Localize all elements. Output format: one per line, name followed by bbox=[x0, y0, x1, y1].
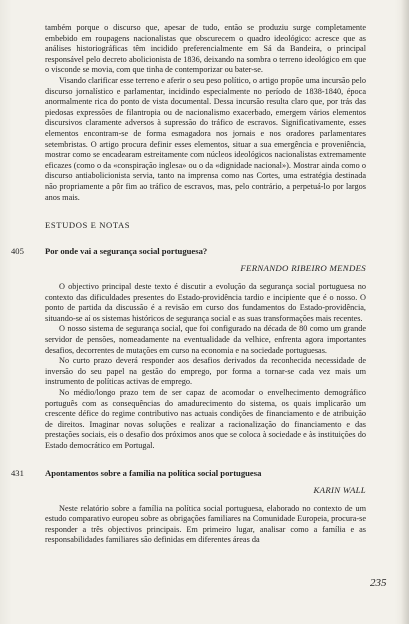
section-title: ESTUDOS E NOTAS bbox=[45, 220, 131, 231]
article-entry bbox=[11, 467, 366, 546]
entry-author: KARIN WALL bbox=[313, 484, 366, 495]
entry-paragraph: O nosso sistema de segurança social, que foi configurado na década de 80 como um grande servidor de pensões, nomeadamente na eventualidade da velhice, enfrenta agora importantes desafios, decorrentes de mutações em curso na economia e na sociedade portuguesas. bbox=[45, 324, 366, 355]
article-entry bbox=[11, 246, 366, 452]
page-edge-shadow bbox=[401, 0, 409, 624]
entry-title: Por onde vai a segurança social portuguesa? bbox=[45, 246, 208, 257]
entry-paragraph: Neste relatório sobre a família na política social portuguesa, elaborado no contexto de um estudo comparativo europeu sobre as obrigações familiares na Comunidade Europeia, procura-se responder a três objectivos principais. Em primeiro lugar, analisar como a família e as responsabilidades familiares são definidas em diferentes áreas da bbox=[45, 503, 366, 545]
entry-title: Apontamentos sobre a família na política social portuguesa bbox=[45, 467, 262, 478]
entry-paragraph: O objectivo principal deste texto é discutir a evolução da segurança social portuguesa no contexto das dificuldades presentes do Estado-providência tardio e incipiente que é o nosso. O ponto de partida da discussão é a revisão em curso dos fundamentos do Estado-providência, situando-se aí os sistemas históricos de segurança social e as suas transformações mais recentes. bbox=[45, 282, 366, 323]
intro-paragraph: Visando clarificar esse terreno e aferir o seu peso político, o artigo propõe uma incursão pelo discurso jornalístico e parlamentar, incidindo especialmente no período de 1838-1840, época anormalmente rica do ponto de vista documental. Dessa incursão resulta claro que, por trás das piedosas expressões de filantropia ou de nacionalismo exacerbado, emergem vários elementos discursivos claramente adversos à supressão do tráfico de escravos. Significativamente, esses elementos encontram-se de forma esmagadora nos jornais e nos oradores parlamentares setembristas. O artigo procura definir esses elementos, situar a sua emergência e proveniência, mostrar como se encadearam estreitamente com núcleos ideológicos nacionalistas extremamente eficazes (como o da «conspiração inglesa» ou o da «dignidade nacional»). Mostrar ainda como o discurso antiabolicionista servia, tanto na imprensa como nas Cortes, uma estratégia destinada não propriamente a pôr fim ao tráfico de escravos, mas, pelo contrário, a perpetuá-lo por largos anos mais. bbox=[45, 75, 366, 202]
entry-paragraph: No curto prazo deverá responder aos desafios derivados da reconhecida necessidade de inversão do seu papel na gestão do emprego, por forma a tornar-se cada vez mais um instrumento de políticas activas de emprego. bbox=[45, 356, 366, 387]
entry-author: FERNANDO RIBEIRO MENDES bbox=[240, 263, 366, 274]
text-column bbox=[11, 23, 366, 546]
entry-page-ref: 431 bbox=[11, 467, 24, 478]
page-number: 235 bbox=[370, 577, 387, 589]
entry-paragraph: No médio/longo prazo tem de ser capaz de acomodar o envelhecimento demográfico português com as consequências do amadurecimento do sistema, os quais implicarão um crescente défice do regime contributivo nas actuais condições de financiamento e de atribuição de direitos. Imaginar novas soluções e realizar a racionalização do financiamento e das prestações sociais, eis o desafio dos próximos anos que se coloca à sociedade e às instituições do Estado democrático em Portugal. bbox=[45, 388, 366, 450]
entry-page-ref: 405 bbox=[11, 246, 24, 257]
intro-paragraph: também porque o discurso que, apesar de tudo, então se produziu surge completamente embebido em roupagens nacionalistas que obscurecem o quadro ideológico: acresce que as análises historiográficas têm incidido preferencialmente em Sá da Bandeira, o principal responsável pelo decreto abolicionista de 1836, deixando na sombra o terreno ideológico em que o visconde se movia, com que tinha de contemporizar ou bater-se. bbox=[45, 23, 366, 75]
